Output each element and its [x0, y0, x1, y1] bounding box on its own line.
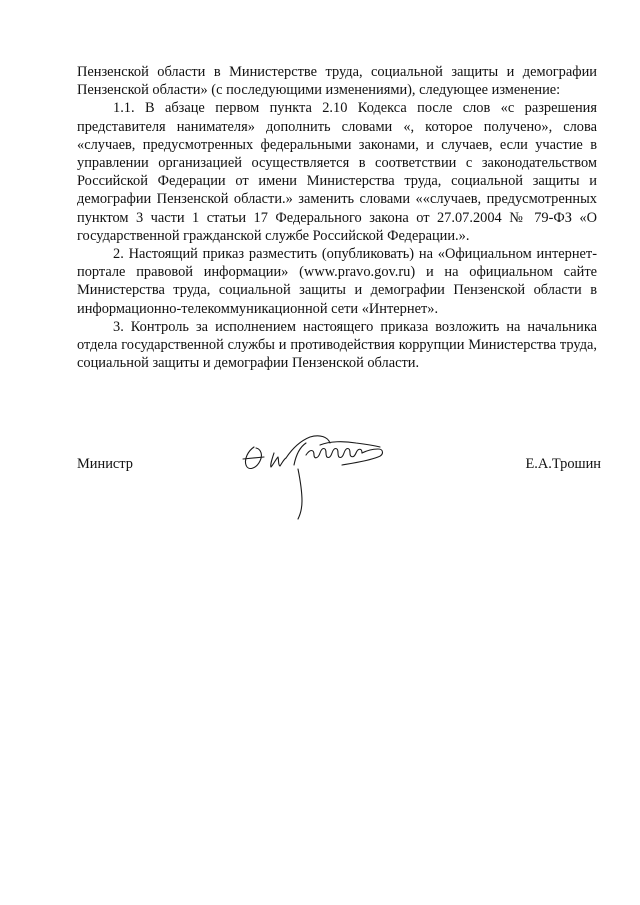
- paragraph-2: 2. Настоящий приказ разместить (опубликовать) на «Официальном интернет-портале правовой информации» (www.pravo.gov.ru) и на официальном сайте Министерства труда, социальной защиты и демографии Пензенской области в информационно-телекоммуникационной сети «Интернет».: [77, 246, 597, 317]
- paragraph-3: 3. Контроль за исполнением настоящего приказа возложить на начальника отдела государственной службы и противодействия коррупции Министерства труда, социальной защиты и демографии Пензенской области.: [77, 318, 597, 372]
- signatory-name: Е.А.Трошин: [525, 456, 601, 472]
- handwritten-signature-icon: [234, 425, 402, 525]
- document-body: [77, 63, 597, 372]
- signatory-position: Министр: [77, 456, 133, 472]
- paragraph-1-1: 1.1. В абзаце первом пункта 2.10 Кодекса после слов «с разрешения представителя нанимателя» дополнить словами «, которое получено», слова «случаев, предусмотренных федеральными законами, и случаев, если участие в управлении организацией осуществляется в соответствии с законодательством Российской Федерации от имени Министерства труда, социальной защиты и демографии Пензенской области.» заменить словами ««случаев, предусмотренных пунктом 3 части 1 статьи 17 Федерального закона от 27.07.2004 № 79-ФЗ «О государственной гражданской службе Российской Федерации.».: [77, 100, 597, 244]
- paragraph-intro-continuation: Пензенской области в Министерстве труда, социальной защиты и демографии Пензенской области» (с последующими изменениями), следующее изменение:: [77, 64, 597, 99]
